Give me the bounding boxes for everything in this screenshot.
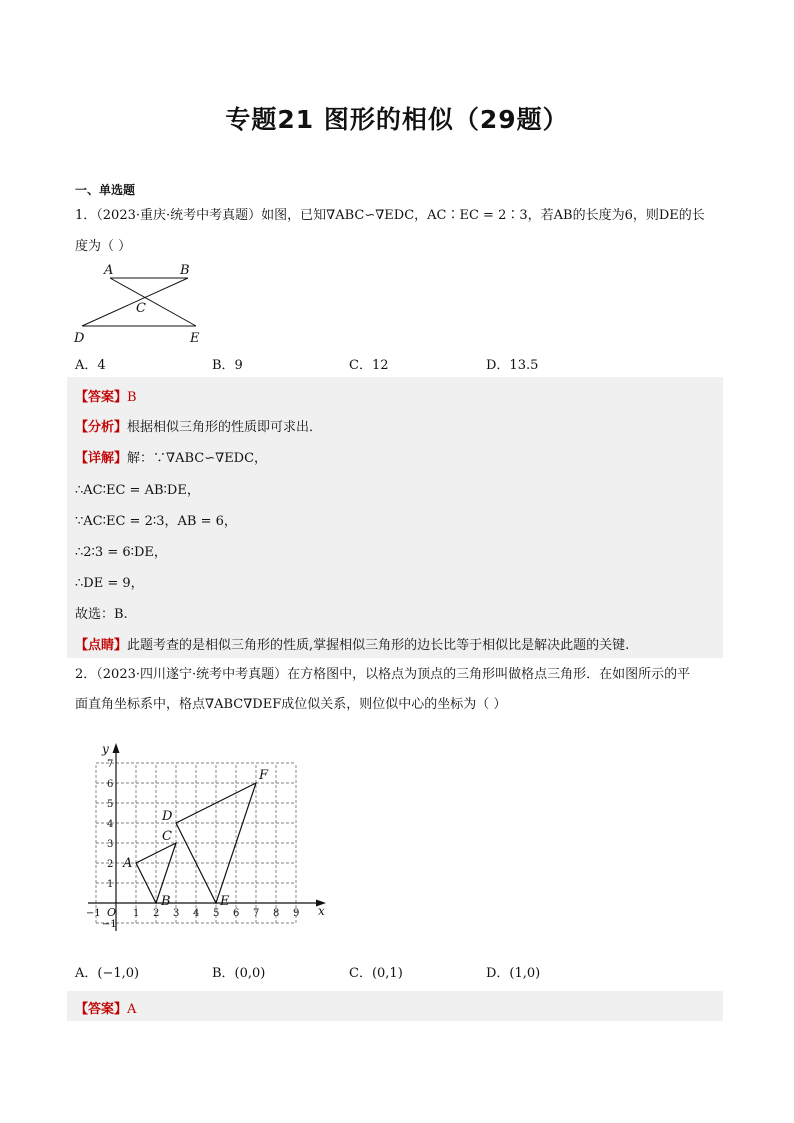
q1-detail-row bbox=[75, 447, 267, 466]
x-tick-label: 4 bbox=[193, 908, 200, 919]
q1-text-line1: 1．（2023·重庆·统考中考真题）如图，已知∇ABC∽∇EDC，AC∶EC = 2∶3，若AB的长度为6，则DE的长 bbox=[75, 208, 705, 223]
y-axis-label: y bbox=[102, 742, 109, 756]
q1-analysis-row bbox=[75, 416, 322, 435]
y-tick-label: 6 bbox=[107, 779, 114, 790]
detail-line-6: 故选：B. bbox=[75, 607, 128, 622]
q1-choice-c[interactable]: C．12 bbox=[349, 358, 389, 373]
x-tick-label: 7 bbox=[253, 908, 260, 919]
x-tick-label: 6 bbox=[233, 908, 240, 919]
q2-answer-value: A bbox=[127, 1002, 137, 1017]
q1-choice-b[interactable]: B．9 bbox=[212, 358, 243, 373]
comment-tag: 【点睛】 bbox=[75, 638, 128, 653]
q1-text-line2: 度为（ ） bbox=[75, 239, 132, 254]
segment-bd bbox=[82, 278, 188, 326]
q2-answer-tag: 【答案】 bbox=[75, 1002, 128, 1017]
x-tick-label: 8 bbox=[273, 908, 280, 919]
origin-label: O bbox=[107, 906, 117, 919]
y-axis-arrow bbox=[113, 743, 120, 753]
q2-answer-row bbox=[75, 998, 136, 1017]
q1-choice-d[interactable]: D．13.5 bbox=[486, 358, 539, 373]
label-e: E bbox=[190, 331, 200, 346]
detail-line-2: ∴AC∶EC = AB∶DE， bbox=[75, 483, 200, 498]
q2-answer-block bbox=[67, 991, 723, 1021]
point-label-e: E bbox=[220, 894, 230, 909]
detail-tag: 【详解】 bbox=[75, 451, 128, 466]
label-d: D bbox=[74, 331, 85, 346]
detail-line-1: 解：∵∇ABC∽∇EDC， bbox=[127, 451, 268, 466]
q2-choice-d[interactable]: D．(1,0) bbox=[486, 966, 541, 981]
q2-choice-a[interactable]: A．(−1,0) bbox=[75, 966, 140, 981]
q2-coordinate-figure bbox=[80, 733, 330, 943]
answer-value: B bbox=[127, 390, 137, 405]
y-tick-label: 2 bbox=[107, 859, 114, 870]
x-axis-label: x bbox=[318, 904, 325, 918]
x-tick-label: 9 bbox=[293, 908, 300, 919]
y-tick-label: 1 bbox=[107, 879, 114, 890]
analysis-text: 根据相似三角形的性质即可求出． bbox=[127, 420, 323, 435]
q2-choice-c[interactable]: C．(0,1) bbox=[349, 966, 403, 981]
point-label-a: A bbox=[123, 856, 133, 871]
segment-ae bbox=[110, 278, 196, 326]
y-tick-label: 4 bbox=[107, 819, 114, 830]
x-tick-label: −1 bbox=[86, 908, 101, 919]
point-label-d: D bbox=[162, 809, 173, 824]
y-tick-label: 3 bbox=[107, 839, 114, 850]
q2-choice-b[interactable]: B．(0,0) bbox=[212, 966, 266, 981]
y-tick-label: −1 bbox=[102, 919, 117, 930]
label-b: B bbox=[180, 263, 190, 278]
comment-text: 此题考查的是相似三角形的性质,掌握相似三角形的边长比等于相似比是解决此题的关键. bbox=[127, 638, 630, 653]
section-heading: 一、单选题 bbox=[75, 183, 136, 197]
x-tick-label: 5 bbox=[213, 908, 220, 919]
detail-line-3: ∵AC∶EC = 2∶3，AB = 6， bbox=[75, 514, 237, 529]
y-tick-label: 7 bbox=[107, 759, 114, 770]
detail-line-4: ∴2∶3 = 6∶DE， bbox=[75, 545, 167, 560]
label-c: C bbox=[136, 301, 146, 316]
q1-comment-row bbox=[75, 634, 629, 653]
q1-answer-row bbox=[75, 386, 137, 405]
point-label-b: B bbox=[161, 894, 171, 909]
q2-text-line1: 2．（2023·四川遂宁·统考中考真题）在方格图中，以格点为顶点的三角形叫做格点三角形．在如图所示的平 bbox=[75, 667, 691, 682]
x-tick-label: 3 bbox=[173, 908, 180, 919]
detail-line-5: ∴DE = 9， bbox=[75, 576, 144, 591]
x-tick-label: 2 bbox=[153, 908, 160, 919]
page-title: 专题21 图形的相似（29题） bbox=[225, 105, 569, 134]
x-tick-label: 1 bbox=[133, 908, 140, 919]
label-a: A bbox=[104, 263, 114, 278]
point-label-f: F bbox=[259, 768, 269, 783]
analysis-tag: 【分析】 bbox=[75, 420, 128, 435]
q1-choice-a[interactable]: A．4 bbox=[75, 358, 106, 373]
answer-tag: 【答案】 bbox=[75, 390, 128, 405]
y-tick-label: 5 bbox=[107, 799, 114, 810]
q1-figure bbox=[70, 260, 210, 348]
point-label-c: C bbox=[162, 829, 172, 844]
q2-text-line2: 面直角坐标系中，格点∇ABC∇DEF成位似关系，则位似中心的坐标为（ ） bbox=[75, 697, 507, 712]
